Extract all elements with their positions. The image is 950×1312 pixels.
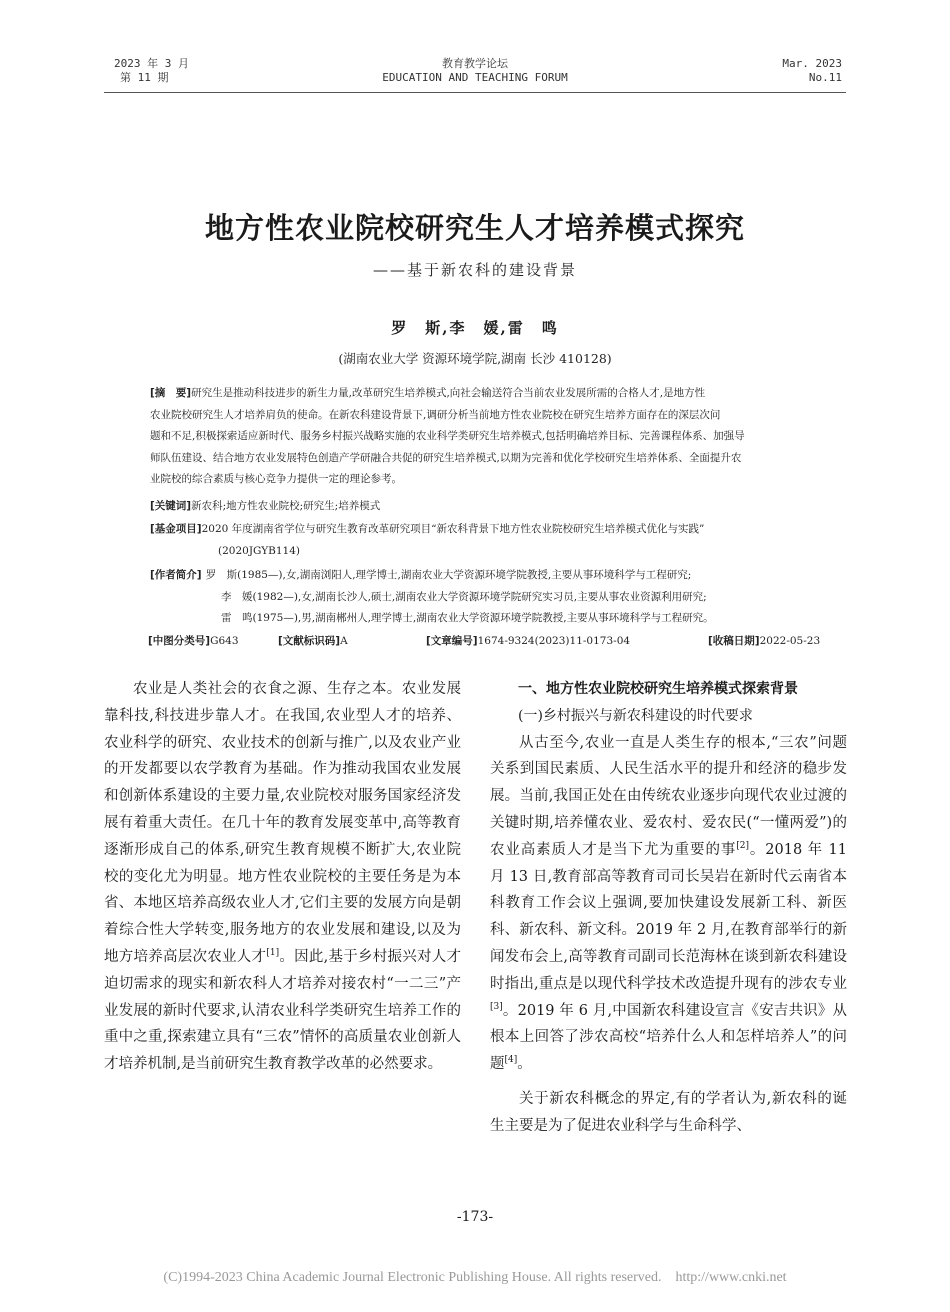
keywords-tag: [关键词] bbox=[150, 500, 192, 512]
article-number-value: 1674-9324(2023)11-0173-04 bbox=[477, 635, 631, 647]
author-bio-1: 罗 斯(1985—),女,湖南浏阳人,理学博士,湖南农业大学资源环境学院教授,主要从事环境科学与工程研究; bbox=[205, 569, 692, 581]
keywords-line bbox=[150, 496, 380, 518]
paper-title: 地方性农业院校研究生人才培养模式探究 bbox=[204, 211, 745, 245]
header-date-cn: 2023 年 3 月 bbox=[114, 57, 189, 70]
doc-code-field bbox=[278, 631, 348, 653]
copyright-notice: (C)1994-2023 China Academic Journal Electronic Publishing House. All rights reserved. http://www.cnki.net bbox=[163, 1270, 787, 1285]
received-date-field bbox=[708, 631, 820, 653]
abstract-text-5: 业院校的综合素质与核心竞争力提供一定的理论参考。 bbox=[150, 473, 402, 485]
section-paragraph-2: 关于新农科概念的界定,有的学者认为,新农科的诞生主要是为了促进农业科学与生命科学、 bbox=[490, 1090, 847, 1134]
journal-name-cn: 教育教学论坛 bbox=[442, 57, 508, 70]
subsection-heading: (一)乡村振兴与新农科建设的时代要求 bbox=[518, 707, 753, 724]
affiliation: (湖南农业大学 资源环境学院,湖南 长沙 410128) bbox=[338, 351, 612, 366]
abstract-line bbox=[150, 383, 705, 405]
doc-code-tag: [文献标识码] bbox=[278, 635, 341, 647]
clc-value: G643 bbox=[210, 635, 239, 647]
page-number: -173- bbox=[456, 1209, 494, 1225]
paper-subtitle: ——基于新农科的建设背景 bbox=[372, 261, 577, 279]
clc-field bbox=[148, 631, 239, 653]
section-heading: 一、地方性农业院校研究生培养模式探索背景 bbox=[518, 681, 798, 697]
author-bio-tag: [作者简介] bbox=[150, 569, 202, 581]
intro-text-b: 。因此,基于乡村振兴对人才迫切需求的现实和新农科人才培养对接农村“一二三”产业发展的新时代要求,认清农业科学类研究生培养工作的重中之重,探索建立具有“三农”情怀的高质量农业创新人才培养机制,是当前研究生教育教学改革的必然要求。 bbox=[104, 948, 462, 1073]
author-list: 罗 斯,李 媛,雷 鸣 bbox=[391, 319, 559, 337]
clc-tag: [中图分类号] bbox=[148, 635, 211, 647]
citation-4: [4] bbox=[504, 1055, 518, 1066]
header-date-en: Mar. 2023 bbox=[782, 57, 842, 70]
fund-code: (2020JGYB114) bbox=[218, 544, 301, 557]
keywords-text: 新农科;地方性农业院校;研究生;培养模式 bbox=[191, 500, 381, 512]
abstract-text-2: 农业院校研究生人才培养肩负的使命。在新农科建设背景下,调研分析当前地方性农业院校在研究生培养方面存在的深层次问 bbox=[150, 408, 721, 421]
citation-1: [1] bbox=[266, 948, 280, 959]
header-rule bbox=[104, 92, 846, 93]
fund-line bbox=[150, 519, 704, 541]
section-text-b: 。2018 年 11 月 13 日,教育部高等教育司司长吴岩在新时代云南省本科教育工作会议上强调,要加快建设发展新工科、新医科、新农科、新文科。2019 年 2 月,在教育部举行的新闻发布会上,高等教育司副司长范海林在谈到新农科建设时指出,重点是以现代科学技术改造提升现有的涉农专业 bbox=[490, 841, 848, 992]
abstract-text-3: 题和不足,积极探索适应新时代、服务乡村振兴战略实施的农业科学类研究生培养模式,包括明确培养目标、完善课程体系、加强导 bbox=[150, 430, 745, 442]
fund-tag: [基金项目] bbox=[150, 523, 202, 535]
section-text-a: 从古至今,农业一直是人类生存的根本,“三农”问题关系到国民素质、人民生活水平的提升和经济的稳步发展。当前,我国正处在由传统农业逐步向现代农业过渡的关键时期,培养懂农业、爱农村、爱农民(“一懂两爱”)的农业高素质人才是当下尤为重要的事 bbox=[490, 734, 847, 858]
received-date-value: 2022-05-23 bbox=[759, 635, 821, 647]
author-bio-3: 雷 鸣(1975—),男,湖南郴州人,理学博士,湖南农业大学资源环境学院教授,主要从事环境科学与工程研究。 bbox=[221, 612, 714, 624]
body-right-column bbox=[490, 676, 847, 1140]
article-number-field bbox=[426, 631, 630, 653]
citation-3: [3] bbox=[490, 1001, 503, 1012]
header-number-en: No.11 bbox=[808, 71, 842, 84]
abstract-tag: [摘 要] bbox=[150, 387, 192, 399]
header-issue-en bbox=[782, 57, 842, 85]
fund-text: 2020 年度湖南省学位与研究生教育改革研究项目“新农科背景下地方性农业院校研究生培养模式优化与实践” bbox=[201, 523, 705, 535]
section-text-c: 。2019 年 6 月,中国新农科建设宣言《安吉共识》从根本上回答了涉农高校“培养什么人和怎样培养人”的问题 bbox=[490, 1002, 847, 1073]
section-paragraph-1 bbox=[490, 730, 847, 1078]
received-date-tag: [收稿日期] bbox=[708, 635, 760, 647]
header-issue-cn: 第 11 期 bbox=[120, 71, 169, 84]
author-bio-line bbox=[150, 565, 691, 587]
section-text-d: 。 bbox=[517, 1056, 532, 1073]
intro-paragraph bbox=[104, 676, 461, 1078]
journal-name-en: EDUCATION AND TEACHING FORUM bbox=[382, 71, 568, 84]
intro-text-a: 农业是人类社会的衣食之源、生存之本。农业发展靠科技,科技进步靠人才。在我国,农业型人才的培养、农业科学的研究、农业技术的创新与推广,以及农业产业的开发都要以农学教育为基础。作为推动我国农业发展和创新体系建设的主要力量,农业院校对服务国家经济发展有着重大责任。在几十年的教育发展变革中,高等教育逐渐形成自己的体系,研究生教育规模不断扩大,农业院校的变化尤为明显。地方性农业院校的主要任务是为本省、本地区培养高级农业人才,它们主要的发展方向是朝着综合性大学转变,服务地方的农业发展和建设,以及为地方培养高层次农业人才 bbox=[104, 681, 461, 965]
citation-2: [2] bbox=[736, 840, 749, 851]
abstract-text-4: 师队伍建设、结合地方农业发展特色创造产学研融合共促的研究生培养模式,以期为完善和优化学校研究生培养体系、全面提升农 bbox=[150, 451, 742, 464]
author-bio-2: 李 媛(1982—),女,湖南长沙人,硕士,湖南农业大学资源环境学院研究实习员,主要从事农业资源利用研究; bbox=[221, 590, 707, 603]
doc-code-value: A bbox=[340, 635, 348, 647]
article-number-tag: [文章编号] bbox=[426, 635, 478, 647]
abstract-text-1: 研究生是推动科技进步的新生力量,改革研究生培养模式,向社会输送符合当前农业发展所需的合格人才,是地方性 bbox=[191, 387, 706, 399]
body-left-column bbox=[104, 676, 461, 1078]
